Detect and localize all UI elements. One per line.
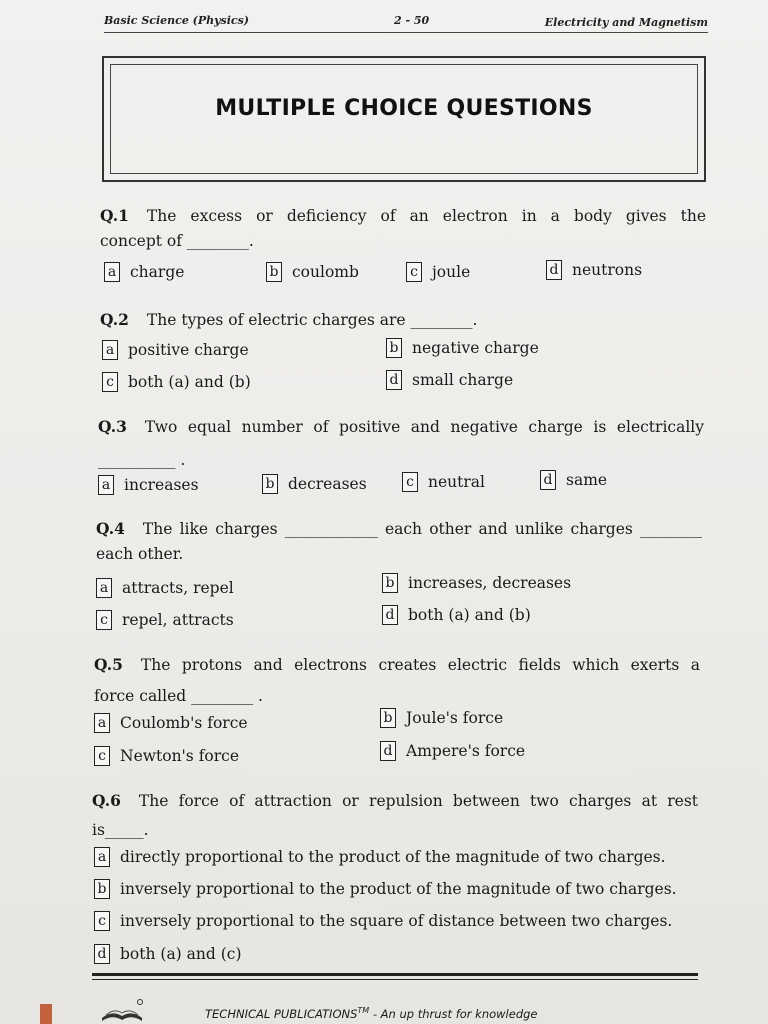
option-text: increases — [124, 476, 199, 494]
option-letter-box: d — [386, 370, 402, 390]
question-text: The like charges ____________ each other and unlike charges ________ — [142, 520, 702, 538]
question-3-line1 — [98, 414, 704, 440]
question-number: Q.6 — [92, 791, 121, 810]
header-page-number: 2 - 50 — [394, 14, 430, 27]
section-title: MULTIPLE CHOICE QUESTIONS — [215, 96, 593, 121]
option-text: decreases — [288, 475, 367, 493]
question-3 — [98, 414, 704, 473]
option-text: positive charge — [128, 341, 249, 359]
question-1-line1 — [100, 203, 706, 229]
option-text: Ampere's force — [406, 742, 526, 760]
option-text: joule — [432, 263, 471, 281]
option-q4-d[interactable] — [382, 605, 531, 625]
footer-tagline: - An up thrust for knowledge — [369, 1006, 538, 1021]
option-letter-box: b — [382, 573, 398, 593]
question-6-line2: is_____. — [92, 821, 149, 839]
option-letter-box: b — [94, 879, 110, 899]
option-letter-box: d — [380, 741, 396, 761]
option-letter-box: d — [546, 260, 562, 280]
option-letter-box: b — [380, 708, 396, 728]
option-q3-a[interactable] — [98, 475, 199, 495]
option-q3-d[interactable] — [540, 470, 607, 490]
option-letter-box: c — [406, 262, 422, 282]
header-book-title: Basic Science (Physics) — [104, 14, 249, 27]
question-text: The force of attraction or repulsion between two charges at rest — [138, 792, 698, 810]
question-text: The protons and electrons creates electric fields which exerts a — [140, 656, 700, 674]
question-text: The types of electric charges are ________. — [146, 311, 478, 329]
option-q2-a[interactable] — [102, 340, 249, 360]
option-q6-a[interactable] — [94, 847, 666, 867]
option-text: both (a) and (c) — [120, 945, 242, 963]
question-6-line1 — [92, 788, 698, 814]
question-number: Q.2 — [100, 310, 129, 329]
option-q2-c[interactable] — [102, 372, 251, 392]
question-6 — [92, 788, 698, 843]
option-q4-b[interactable] — [382, 573, 571, 593]
footer-publisher-line — [205, 1006, 538, 1021]
option-text: charge — [130, 263, 185, 281]
option-letter-box: a — [104, 262, 120, 282]
option-letter-box: a — [94, 847, 110, 867]
question-3-line2: __________ . — [98, 451, 186, 469]
option-letter-box: d — [94, 944, 110, 964]
option-q3-c[interactable] — [402, 472, 485, 492]
option-q1-b[interactable] — [266, 262, 359, 282]
option-text: neutral — [428, 473, 485, 491]
option-text: directly proportional to the product of the magnitude of two charges. — [120, 848, 666, 866]
option-q2-b[interactable] — [386, 338, 539, 358]
footer-rule-thick — [92, 973, 698, 976]
option-letter-box: c — [402, 472, 418, 492]
option-text: negative charge — [412, 339, 539, 357]
option-letter-box: a — [96, 578, 112, 598]
question-number: Q.5 — [94, 655, 123, 674]
option-q1-c[interactable] — [406, 262, 470, 282]
question-5 — [94, 652, 700, 709]
option-text: both (a) and (b) — [408, 606, 531, 624]
option-text: neutrons — [572, 261, 643, 279]
question-2 — [100, 307, 706, 333]
option-letter-box: c — [102, 372, 118, 392]
option-q2-d[interactable] — [386, 370, 513, 390]
option-q5-d[interactable] — [380, 741, 525, 761]
option-letter-box: a — [98, 475, 114, 495]
question-1-line2: concept of ________. — [100, 232, 254, 250]
option-q6-c[interactable] — [94, 911, 672, 931]
question-4-line1 — [96, 516, 702, 542]
option-q5-a[interactable] — [94, 713, 248, 733]
option-q1-d[interactable] — [546, 260, 642, 280]
question-4-line2: each other. — [96, 545, 184, 563]
option-letter-box: b — [266, 262, 282, 282]
page-edge-tab — [40, 1004, 52, 1024]
option-letter-box: a — [94, 713, 110, 733]
option-text: small charge — [412, 371, 514, 389]
option-letter-box: d — [382, 605, 398, 625]
footer-trademark: TM — [357, 1006, 370, 1015]
question-number: Q.4 — [96, 519, 125, 538]
option-q5-b[interactable] — [380, 708, 503, 728]
question-4 — [96, 516, 702, 567]
option-letter-box: c — [96, 610, 112, 630]
option-text: coulomb — [292, 263, 359, 281]
option-text: inversely proportional to the product of the magnitude of two charges. — [120, 880, 677, 898]
option-q4-a[interactable] — [96, 578, 234, 598]
footer-rule-thin — [92, 979, 698, 980]
section-title-frame — [102, 56, 706, 182]
option-text: both (a) and (b) — [128, 373, 251, 391]
option-text: Newton's force — [120, 747, 240, 765]
publisher-book-logo-icon — [100, 998, 144, 1022]
option-q6-b[interactable] — [94, 879, 677, 899]
option-q6-d[interactable] — [94, 944, 242, 964]
footer-publisher: TECHNICAL PUBLICATIONS — [205, 1006, 358, 1021]
option-letter-box: b — [262, 474, 278, 494]
option-letter-box: c — [94, 746, 110, 766]
option-q4-c[interactable] — [96, 610, 234, 630]
option-q3-b[interactable] — [262, 474, 367, 494]
question-5-line2: force called ________ . — [94, 687, 263, 705]
option-text: repel, attracts — [122, 611, 234, 629]
question-number: Q.3 — [98, 417, 127, 436]
header-chapter-title: Electricity and Magnetism — [544, 16, 708, 29]
option-q1-a[interactable] — [104, 262, 184, 282]
question-1 — [100, 203, 706, 254]
option-text: Coulomb's force — [120, 714, 248, 732]
option-text: inversely proportional to the square of distance between two charges. — [120, 912, 673, 930]
option-letter-box: c — [94, 911, 110, 931]
option-text: same — [566, 471, 608, 489]
question-number: Q.1 — [100, 206, 129, 225]
question-text: Two equal number of positive and negative charge is electrically — [144, 418, 704, 436]
option-letter-box: d — [540, 470, 556, 490]
option-letter-box: a — [102, 340, 118, 360]
question-text: The excess or deficiency of an electron in a body gives the — [146, 207, 706, 225]
option-text: Joule's force — [406, 709, 504, 727]
option-q5-c[interactable] — [94, 746, 239, 766]
option-letter-box: b — [386, 338, 402, 358]
running-header — [104, 10, 708, 33]
option-text: increases, decreases — [408, 574, 572, 592]
question-5-line1 — [94, 652, 700, 678]
option-text: attracts, repel — [122, 579, 234, 597]
question-2-line1 — [100, 307, 706, 333]
